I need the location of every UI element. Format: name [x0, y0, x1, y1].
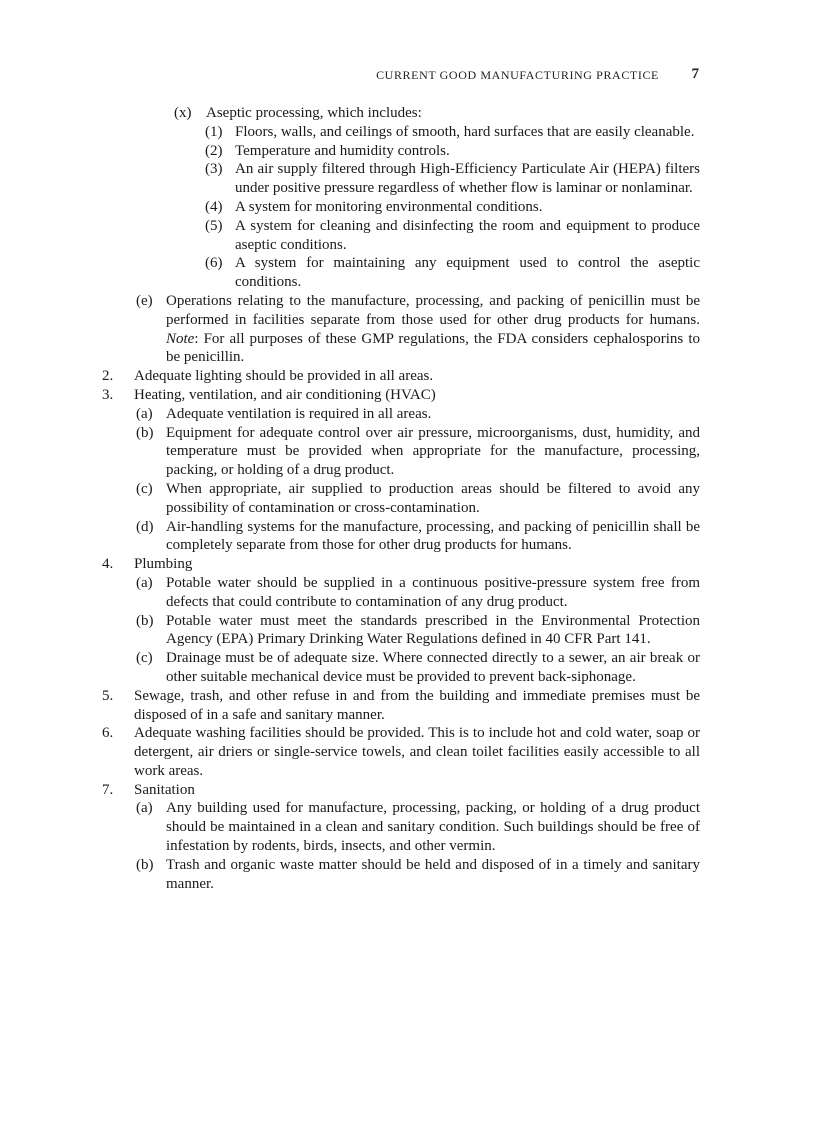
list-item [136, 612, 700, 650]
item-text: Sanitation [134, 781, 195, 798]
list-item [205, 160, 700, 198]
list-item [205, 217, 700, 255]
item-text: Potable water must meet the standards prescribed in the Environmental Protection Agency (EPA) Primary Drinking Water Regulations defined in 40 CFR Part 141. [166, 612, 700, 648]
body-text [0, 104, 816, 893]
list-item-6 [102, 724, 700, 780]
item-text: When appropriate, air supplied to production areas should be filtered to avoid any possibility of contamination or cross-contamination. [166, 480, 700, 516]
aseptic-subitems [0, 123, 816, 292]
list-item [136, 518, 700, 556]
item-label: (4) [205, 198, 223, 215]
item-text: An air supply filtered through High-Efficiency Particulate Air (HEPA) filters under positive pressure regardless of whether flow is laminar or nonlaminar. [235, 161, 700, 197]
running-header [0, 66, 816, 86]
item-text: Equipment for adequate control over air pressure, microorganisms, dust, humidity, and temperature must be provided when appropriate for the manufacture, processing, packing, or holding of a drug product. [166, 424, 700, 479]
item-label: (c) [136, 650, 153, 667]
note-word: Note [166, 330, 195, 347]
item-label: (a) [136, 800, 153, 817]
list-item [136, 856, 700, 894]
list-item [205, 254, 700, 292]
list-item [136, 405, 700, 424]
item-label: (x) [174, 105, 192, 121]
item-label: (b) [136, 856, 154, 873]
list-item [136, 649, 700, 687]
item-label: (1) [205, 123, 223, 140]
running-title: CURRENT GOOD MANUFACTURING PRACTICE [376, 68, 659, 82]
item-label: (c) [136, 480, 153, 497]
item-label: (b) [136, 612, 154, 629]
list-item [136, 424, 700, 480]
item-text: Trash and organic waste matter should be held and disposed of in a timely and sanitary manner. [166, 856, 700, 892]
item-text: A system for cleaning and disinfecting the room and equipment to produce aseptic conditions. [235, 217, 700, 253]
list-item [136, 480, 700, 518]
item-text: A system for monitoring environmental conditions. [235, 198, 543, 215]
item-label: (d) [136, 518, 154, 535]
item-label: (6) [205, 255, 223, 272]
item-text: Air-handling systems for the manufacture, processing, and packing of penicillin shall be completely separate from those for other drug products for humans. [166, 518, 700, 554]
item-text: Plumbing [134, 556, 193, 573]
item-text: Adequate lighting should be provided in all areas. [134, 368, 434, 385]
item-text: Aseptic processing, which includes: [206, 105, 422, 121]
list-item-x [174, 104, 700, 123]
item-label: 5. [102, 687, 114, 704]
list-item-5 [102, 687, 700, 725]
item-text: Floors, walls, and ceilings of smooth, hard surfaces that are easily cleanable. [235, 123, 695, 140]
item-label: (a) [136, 405, 153, 422]
item-text: Operations relating to the manufacture, processing, and packing of penicillin must be performed in facilities separate from those used for other drug products for humans. [166, 292, 700, 328]
item-text: Adequate ventilation is required in all areas. [166, 405, 432, 422]
item-label: 4. [102, 556, 114, 573]
list-item-4 [102, 555, 700, 574]
list-item-7 [102, 781, 700, 800]
item-label: (2) [205, 142, 223, 159]
page-number: 7 [691, 66, 699, 82]
item-text: Adequate washing facilities should be provided. This is to include hot and cold water, soap or detergent, air driers or single-service towels, and clean toilet facilities easily accessible to all work areas. [134, 725, 700, 779]
item-text: Heating, ventilation, and air conditioning (HVAC) [134, 386, 436, 403]
item-label: 2. [102, 368, 114, 385]
list-item [205, 198, 700, 217]
list-item-e [136, 292, 700, 367]
item-text: Temperature and humidity controls. [235, 142, 450, 159]
item-label: (5) [205, 217, 223, 234]
item-label: 6. [102, 725, 114, 742]
item-label: 3. [102, 386, 114, 403]
list-item [136, 574, 700, 612]
list-item [205, 123, 700, 142]
list-item-2 [102, 367, 700, 386]
item-text: Sewage, trash, and other refuse in and from the building and immediate premises must be disposed of in a safe and sanitary manner. [134, 687, 700, 723]
item-label: 7. [102, 781, 114, 798]
list-item-3 [102, 386, 700, 405]
item-label: (a) [136, 574, 153, 591]
item-label: (b) [136, 424, 154, 441]
item-label: (e) [136, 292, 153, 309]
item-text: Drainage must be of adequate size. Where connected directly to a sewer, an air break or other suitable mechanical device must be provided to prevent back-siphonage. [166, 650, 700, 685]
item-label: (3) [205, 161, 223, 178]
item-text-after-note: : For all purposes of these GMP regulations, the FDA considers cephalosporins to be penicillin. [166, 330, 700, 366]
item-text: Any building used for manufacture, processing, packing, or holding of a drug product should be maintained in a clean and sanitary condition. Such buildings should be free of infestation by rodents, birds, insects, and other vermin. [166, 800, 700, 855]
item-text: Potable water should be supplied in a continuous positive-pressure system free from defects that could contribute to contamination of any drug product. [166, 574, 700, 610]
list-item [205, 142, 700, 161]
list-item [136, 799, 700, 855]
item-text: A system for maintaining any equipment used to control the aseptic conditions. [235, 255, 700, 291]
